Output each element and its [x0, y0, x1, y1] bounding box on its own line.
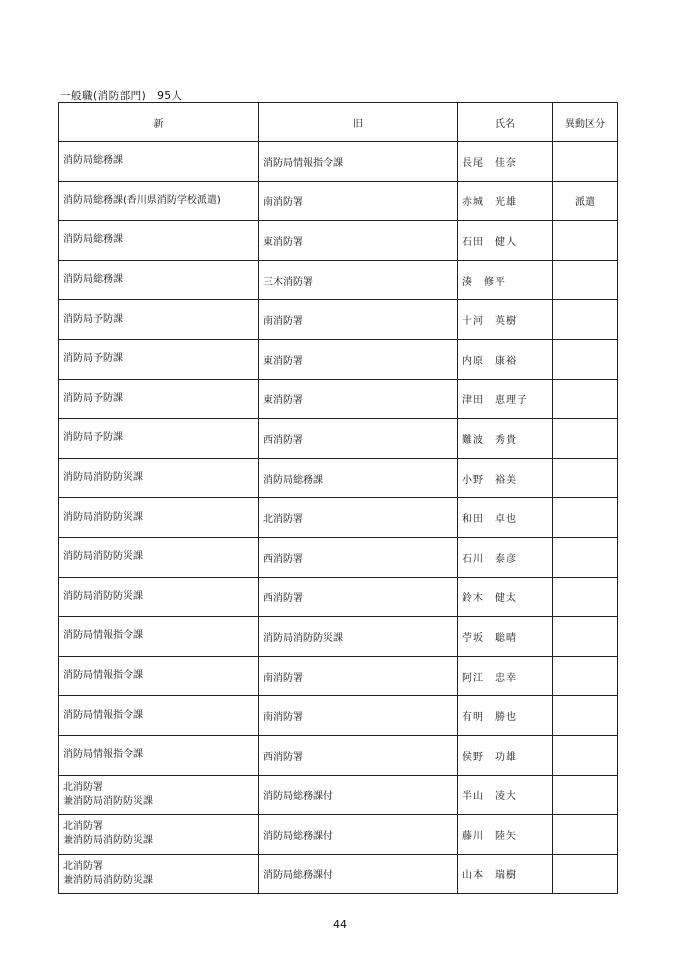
table-row [59, 696, 618, 736]
section-heading: 一般職(消防部門) 95人 [60, 90, 183, 102]
table-row [59, 142, 618, 182]
column-header-name: 氏名 [458, 103, 553, 142]
cell-new-position: 消防局予防課 [59, 339, 259, 379]
page-number: 44 [333, 918, 347, 931]
cell-transfer-type [553, 577, 618, 617]
cell-transfer-type [553, 300, 618, 340]
cell-new-position: 消防局情報指令課 [59, 656, 259, 696]
cell-name: 半山 凌大 [458, 775, 553, 815]
cell-new-position: 北消防署 兼消防局消防防災課 [59, 815, 259, 855]
table-row [59, 498, 618, 538]
cell-new-position: 消防局消防防災課 [59, 498, 259, 538]
cell-name: 津田 恵理子 [458, 379, 553, 419]
cell-name: 藤川 陸矢 [458, 815, 553, 855]
cell-new-position: 消防局予防課 [59, 379, 259, 419]
cell-transfer-type [553, 696, 618, 736]
cell-old-position: 消防局総務課付 [259, 854, 458, 894]
cell-name: 和田 卓也 [458, 498, 553, 538]
cell-old-position: 西消防署 [259, 419, 458, 459]
cell-transfer-type [553, 379, 618, 419]
cell-new-position: 消防局総務課 [59, 260, 259, 300]
cell-name: 難波 秀貴 [458, 419, 553, 459]
table-row [59, 458, 618, 498]
table-row [59, 617, 618, 657]
table-row [59, 379, 618, 419]
cell-transfer-type [553, 339, 618, 379]
cell-old-position: 南消防署 [259, 181, 458, 221]
cell-name: 山本 瑞樹 [458, 854, 553, 894]
table-row [59, 815, 618, 855]
cell-new-position: 北消防署 兼消防局消防防災課 [59, 775, 259, 815]
cell-transfer-type [553, 498, 618, 538]
cell-transfer-type [553, 221, 618, 261]
table-row [59, 577, 618, 617]
table-row [59, 300, 618, 340]
table-row [59, 735, 618, 775]
cell-name: 石田 健人 [458, 221, 553, 261]
cell-transfer-type [553, 775, 618, 815]
cell-transfer-type [553, 656, 618, 696]
cell-transfer-type [553, 815, 618, 855]
cell-old-position: 消防局情報指令課 [259, 142, 458, 182]
personnel-table [58, 102, 618, 894]
column-header-new: 新 [59, 103, 259, 142]
cell-old-position: 西消防署 [259, 577, 458, 617]
cell-transfer-type [553, 458, 618, 498]
cell-name: 阿江 忠幸 [458, 656, 553, 696]
cell-old-position: 南消防署 [259, 656, 458, 696]
cell-name: 赤城 光雄 [458, 181, 553, 221]
cell-transfer-type [553, 735, 618, 775]
cell-name: 長尾 佳奈 [458, 142, 553, 182]
cell-old-position: 南消防署 [259, 300, 458, 340]
cell-transfer-type: 派遣 [553, 181, 618, 221]
table-row [59, 419, 618, 459]
cell-old-position: 東消防署 [259, 221, 458, 261]
cell-new-position: 消防局総務課 [59, 221, 259, 261]
cell-name: 石川 泰彦 [458, 537, 553, 577]
cell-transfer-type [553, 537, 618, 577]
cell-name: 侯野 功雄 [458, 735, 553, 775]
cell-transfer-type [553, 142, 618, 182]
cell-name: 苧坂 聡晴 [458, 617, 553, 657]
table-body [59, 142, 618, 894]
cell-new-position: 消防局情報指令課 [59, 617, 259, 657]
cell-new-position: 消防局総務課 [59, 142, 259, 182]
cell-old-position: 西消防署 [259, 537, 458, 577]
table-row [59, 260, 618, 300]
cell-old-position: 消防局総務課付 [259, 815, 458, 855]
cell-new-position: 消防局情報指令課 [59, 735, 259, 775]
table-row [59, 181, 618, 221]
cell-name: 湊 修平 [458, 260, 553, 300]
cell-new-position: 消防局予防課 [59, 300, 259, 340]
cell-new-position: 消防局予防課 [59, 419, 259, 459]
column-header-old: 旧 [259, 103, 458, 142]
cell-transfer-type [553, 260, 618, 300]
cell-new-position: 消防局消防防災課 [59, 577, 259, 617]
table-row [59, 775, 618, 815]
cell-new-position: 消防局情報指令課 [59, 696, 259, 736]
cell-transfer-type [553, 854, 618, 894]
cell-transfer-type [553, 617, 618, 657]
cell-old-position: 消防局総務課付 [259, 775, 458, 815]
cell-old-position: 消防局消防防災課 [259, 617, 458, 657]
cell-name: 鈴木 健太 [458, 577, 553, 617]
cell-old-position: 西消防署 [259, 735, 458, 775]
table-row [59, 221, 618, 261]
cell-old-position: 南消防署 [259, 696, 458, 736]
cell-transfer-type [553, 419, 618, 459]
table-row [59, 854, 618, 894]
cell-old-position: 北消防署 [259, 498, 458, 538]
cell-new-position: 消防局消防防災課 [59, 458, 259, 498]
cell-name: 十河 英樹 [458, 300, 553, 340]
cell-name: 有明 勝也 [458, 696, 553, 736]
cell-new-position: 北消防署 兼消防局消防防災課 [59, 854, 259, 894]
cell-old-position: 東消防署 [259, 379, 458, 419]
table-row [59, 656, 618, 696]
cell-old-position: 三木消防署 [259, 260, 458, 300]
cell-old-position: 東消防署 [259, 339, 458, 379]
cell-new-position: 消防局消防防災課 [59, 537, 259, 577]
cell-old-position: 消防局総務課 [259, 458, 458, 498]
cell-name: 内原 康裕 [458, 339, 553, 379]
cell-new-position: 消防局総務課(香川県消防学校派遣) [59, 181, 259, 221]
column-header-type: 異動区分 [553, 103, 618, 142]
table-row [59, 339, 618, 379]
cell-name: 小野 裕美 [458, 458, 553, 498]
table-row [59, 537, 618, 577]
table-header-row [59, 103, 618, 142]
